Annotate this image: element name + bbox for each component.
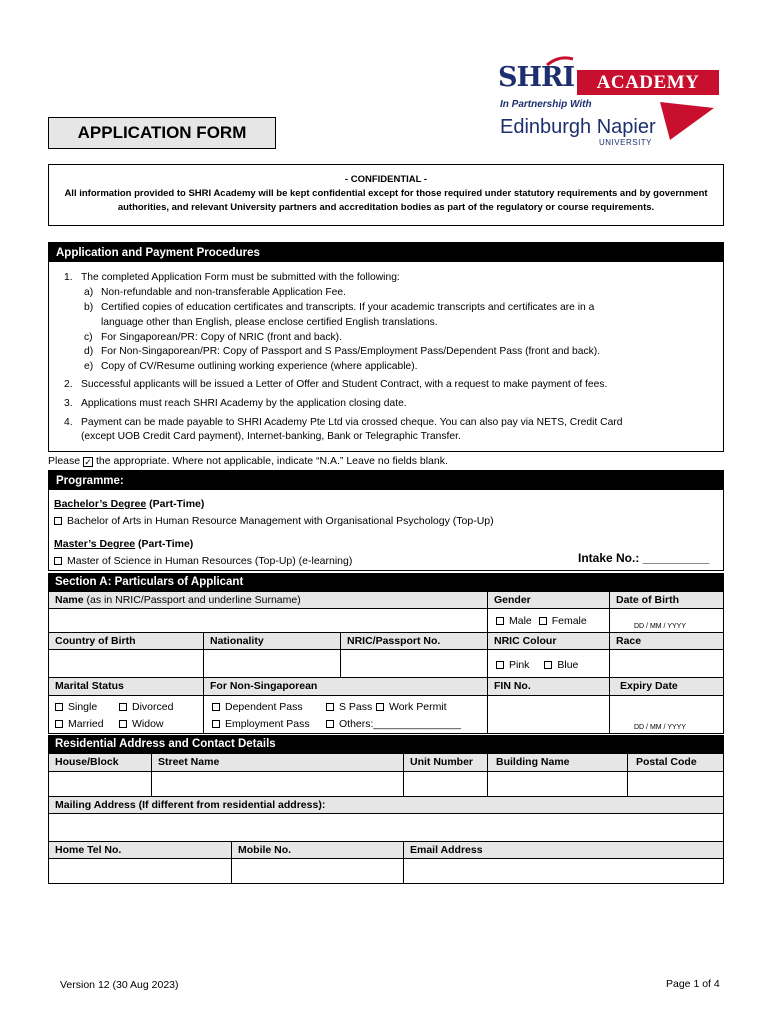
proc-num-4: 4. <box>64 417 73 428</box>
nric-passport-header: NRIC/Passport No. <box>340 632 488 650</box>
mailing-header: Mailing Address (If different from residential address): <box>48 796 724 814</box>
name-note: (as in NRIC/Passport and underline Surname) <box>86 594 301 606</box>
confidential-text: All information provided to SHRI Academy will be kept confidential except for those required under statutory requirements and by government authorities, and relevant University partners and accreditation bodies as part of the regulatory or course requirements. <box>64 188 708 213</box>
checkbox-icon[interactable] <box>539 617 547 625</box>
logo-partner-text: In Partnership With <box>500 99 592 110</box>
proc-letter-a: a) <box>84 287 94 298</box>
logo-shri: SHRI <box>498 62 575 93</box>
nric-passport-input[interactable] <box>340 649 488 678</box>
proc-letter-e: e) <box>84 361 94 372</box>
widow-label: Widow <box>132 718 164 730</box>
section-a-title: Section A: Particulars of Applicant <box>48 573 724 591</box>
nationality-header: Nationality <box>203 632 341 650</box>
logo-academy: ACADEMY <box>577 70 719 95</box>
checkbox-icon[interactable] <box>119 720 127 728</box>
logo-triangle-icon <box>660 100 716 142</box>
proc-item-2: Successful applicants will be issued a Letter of Offer and Student Contract, with a request to make payment of fees. <box>81 379 608 390</box>
proc-item-1c: For Singaporean/PR: Copy of NRIC (front and back). <box>101 332 342 343</box>
male-label: Male <box>509 615 532 627</box>
s-pass-label: S Pass <box>339 701 373 713</box>
instruction-post: the appropriate. Where not applicable, indicate “N.A.” Leave no fields blank. <box>95 455 448 467</box>
proc-letter-d: d) <box>84 346 94 357</box>
master-option-label: Master of Science in Human Resources (Top-Up) (e-learning) <box>67 555 353 567</box>
proc-item-1e: Copy of CV/Resume outlining working experience (where applicable). <box>101 361 418 372</box>
checkbox-icon[interactable] <box>55 703 63 711</box>
non-sg-header: For Non-Singaporean <box>203 677 488 696</box>
proc-letter-c: c) <box>84 332 93 343</box>
checkbox-icon[interactable] <box>496 661 504 669</box>
house-header: House/Block <box>48 753 152 772</box>
single-label: Single <box>68 701 98 713</box>
checkbox-icon[interactable] <box>544 661 552 669</box>
checkbox-icon[interactable] <box>326 703 334 711</box>
gender-options <box>487 608 610 633</box>
country-birth-input[interactable] <box>48 649 204 678</box>
proc-item-1b-cont: language other than English, please enclose certified English translations. <box>101 317 438 328</box>
bachelor-mode: (Part-Time) <box>149 498 205 510</box>
building-header: Building Name <box>487 753 628 772</box>
instruction-pre: Please <box>48 455 81 467</box>
street-input[interactable] <box>151 771 404 797</box>
confidential-heading: - CONFIDENTIAL - <box>344 174 428 185</box>
proc-num-1: 1. <box>64 272 73 283</box>
expiry-input[interactable] <box>609 695 724 734</box>
confidential-notice <box>48 164 724 226</box>
bachelor-option-label: Bachelor of Arts in Human Resource Management with Organisational Psychology (Top-Up) <box>67 515 494 527</box>
mobile-input[interactable] <box>231 858 404 884</box>
marital-header: Marital Status <box>48 677 204 696</box>
checkbox-icon[interactable] <box>119 703 127 711</box>
blue-label: Blue <box>557 659 579 671</box>
unit-input[interactable] <box>403 771 488 797</box>
street-header: Street Name <box>151 753 404 772</box>
gender-header: Gender <box>487 591 610 609</box>
form-title: APPLICATION FORM <box>48 117 276 149</box>
divorced-label: Divorced <box>132 701 174 713</box>
master-heading: Master’s Degree <box>54 538 136 550</box>
checkbox-icon[interactable] <box>54 517 62 525</box>
dependent-pass-label: Dependent Pass <box>225 701 303 713</box>
employment-pass-label: Employment Pass <box>225 718 310 730</box>
bachelor-option[interactable] <box>54 515 494 527</box>
checkbox-icon[interactable] <box>496 617 504 625</box>
checkbox-icon[interactable] <box>212 720 220 728</box>
programme-title: Programme: <box>49 471 723 490</box>
footer-version: Version 12 (30 Aug 2023) <box>60 979 179 991</box>
nric-colour-header: NRIC Colour <box>487 632 610 650</box>
checkbox-icon[interactable] <box>376 703 384 711</box>
expiry-format: DD / MM / YYYY <box>634 724 686 731</box>
expiry-header: Expiry Date <box>609 677 724 696</box>
female-label: Female <box>551 615 587 627</box>
bachelor-heading: Bachelor’s Degree <box>54 498 147 510</box>
logo-university: Edinburgh Napier <box>500 116 656 138</box>
unit-header: Unit Number <box>403 753 488 772</box>
procedures-title: Application and Payment Procedures <box>49 243 723 262</box>
mobile-header: Mobile No. <box>231 841 404 859</box>
mailing-input[interactable] <box>48 813 724 842</box>
fin-input[interactable] <box>487 695 610 734</box>
home-tel-input[interactable] <box>48 858 232 884</box>
work-permit-label: Work Permit <box>389 701 447 713</box>
checkbox-icon[interactable] <box>326 720 334 728</box>
nric-colour-options <box>487 649 610 678</box>
proc-item-3: Applications must reach SHRI Academy by the application closing date. <box>81 398 407 409</box>
name-header <box>48 591 488 609</box>
bachelor-heading-row <box>54 498 204 510</box>
email-input[interactable] <box>403 858 724 884</box>
address-title: Residential Address and Contact Details <box>48 735 724 753</box>
building-input[interactable] <box>487 771 628 797</box>
logo-swoosh-icon <box>545 55 575 67</box>
postal-header: Postal Code <box>627 753 724 772</box>
name-input[interactable] <box>48 608 488 633</box>
dob-header: Date of Birth <box>609 591 724 609</box>
race-header: Race <box>609 632 724 650</box>
name-label: Name <box>55 594 84 606</box>
nationality-input[interactable] <box>203 649 341 678</box>
proc-item-1: The completed Application Form must be submitted with the following: <box>81 272 400 283</box>
fin-header: FIN No. <box>487 677 610 696</box>
master-mode: (Part-Time) <box>138 538 194 550</box>
checked-box-icon: ✓ <box>84 457 92 467</box>
race-input[interactable] <box>609 649 724 678</box>
home-tel-header: Home Tel No. <box>48 841 232 859</box>
proc-item-1d: For Non-Singaporean/PR: Copy of Passport and S Pass/Employment Pass/Dependent Pass (front and back). <box>101 346 601 357</box>
logo-university-sub: UNIVERSITY <box>599 138 653 147</box>
master-heading-row <box>54 538 193 550</box>
master-option[interactable] <box>54 555 352 567</box>
checkbox-icon[interactable] <box>55 720 63 728</box>
proc-item-1b: Certified copies of education certificates and transcripts. If your academic transcripts and certificates are in a <box>101 302 595 313</box>
proc-letter-b: b) <box>84 302 94 313</box>
proc-item-4-cont: (except UOB Credit Card payment), Internet-banking, Bank or Telegraphic Transfer. <box>81 431 461 442</box>
dob-format: DD / MM / YYYY <box>634 623 686 630</box>
proc-num-2: 2. <box>64 379 73 390</box>
checkbox-icon[interactable] <box>54 557 62 565</box>
intake-number[interactable]: Intake No.: __________ <box>578 551 710 565</box>
proc-item-4: Payment can be made payable to SHRI Academy Pte Ltd via crossed cheque. You can also pay via NETS, Credit Card <box>81 417 623 428</box>
married-label: Married <box>68 718 104 730</box>
house-input[interactable] <box>48 771 152 797</box>
marital-options <box>48 695 204 734</box>
proc-item-1a: Non-refundable and non-transferable Application Fee. <box>101 287 346 298</box>
email-header: Email Address <box>403 841 724 859</box>
checkbox-icon[interactable] <box>212 703 220 711</box>
pass-options <box>203 695 488 734</box>
footer-page: Page 1 of 4 <box>666 978 720 990</box>
dob-input[interactable] <box>609 608 724 633</box>
country-birth-header: Country of Birth <box>48 632 204 650</box>
postal-input[interactable] <box>627 771 724 797</box>
others-label[interactable]: Others:_______________ <box>339 718 462 730</box>
proc-num-3: 3. <box>64 398 73 409</box>
instruction-line <box>48 455 448 467</box>
pink-label: Pink <box>509 659 530 671</box>
